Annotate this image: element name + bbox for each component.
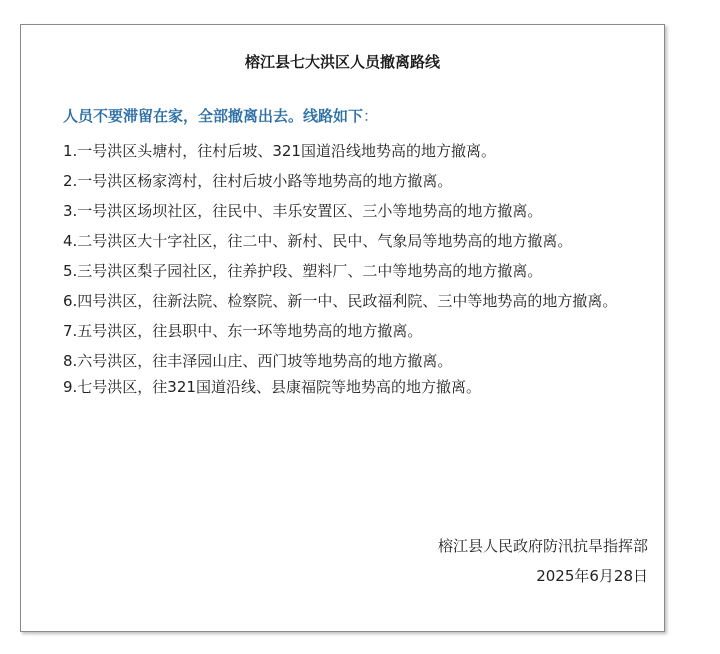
route-item-7: 7.五号洪区，往县职中、东一环等地势高的地方撤离。 xyxy=(63,322,423,340)
route-item-9: 9.七号洪区，往321国道沿线、县康福院等地势高的地方撤离。 xyxy=(63,378,481,396)
issue-date: 2025年6月28日 xyxy=(536,567,648,585)
signature-block xyxy=(438,531,648,591)
route-item-4: 4.二号洪区大十字社区，往二中、新村、民中、气象局等地势高的地方撤离。 xyxy=(63,232,573,250)
route-item-5: 5.三号洪区梨子园社区，往养护段、塑料厂、二中等地势高的地方撤离。 xyxy=(63,262,543,280)
notice-title: 榕江县七大洪区人员撤离路线 xyxy=(244,53,440,71)
route-item-3: 3.一号洪区场坝社区，往民中、丰乐安置区、三小等地势高的地方撤离。 xyxy=(63,202,543,220)
route-list xyxy=(35,136,653,402)
route-item-6: 6.四号洪区，往新法院、检察院、新一中、民政福利院、三中等地势高的地方撤离。 xyxy=(63,292,618,310)
route-item-8: 8.六号洪区，往丰泽园山庄、西门坡等地势高的地方撤离。 xyxy=(63,352,453,370)
issuer-name: 榕江县人民政府防汛抗旱指挥部 xyxy=(437,537,648,555)
notice-panel xyxy=(20,24,665,632)
intro-line xyxy=(63,105,378,126)
route-item-2: 2.一号洪区杨家湾村，往村后坡小路等地势高的地方撤离。 xyxy=(63,172,453,190)
intro-highlight: 人员不要滞留在家，全部撤离出去。线路如下 xyxy=(63,107,364,125)
intro-colon: ： xyxy=(363,107,379,125)
route-item-1: 1.一号洪区头塘村，往村后坡、321国道沿线地势高的地方撤离。 xyxy=(63,142,496,160)
